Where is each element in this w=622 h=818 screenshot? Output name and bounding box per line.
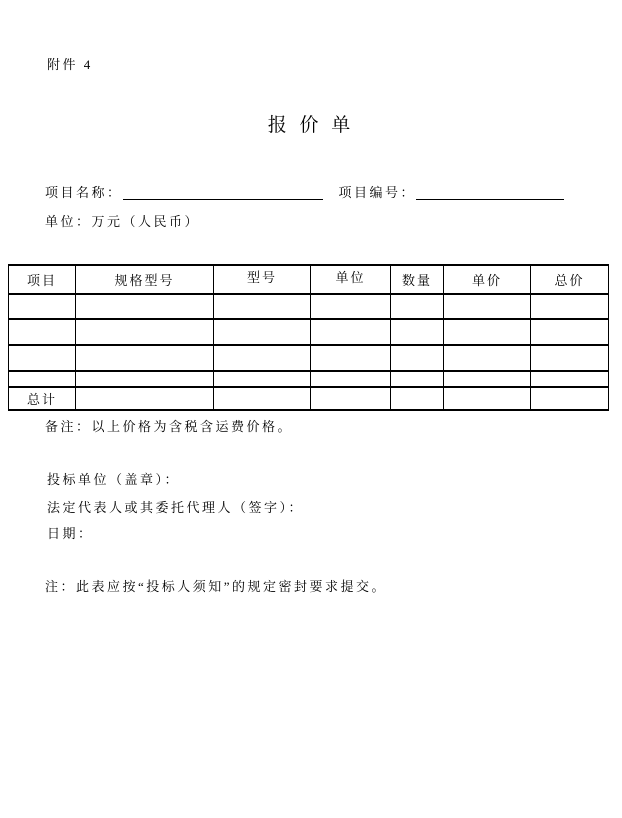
empty-cell bbox=[391, 294, 444, 319]
empty-cell bbox=[311, 294, 391, 319]
table-row bbox=[9, 294, 609, 319]
project-name-blank-field bbox=[123, 184, 323, 200]
empty-cell bbox=[76, 345, 214, 371]
empty-cell bbox=[9, 371, 76, 387]
project-fields-row bbox=[45, 184, 564, 201]
project-code-label: 项目编号： bbox=[338, 185, 417, 200]
empty-cell bbox=[444, 345, 531, 371]
project-code-blank-field bbox=[416, 184, 564, 200]
empty-cell bbox=[214, 294, 311, 319]
empty-cell bbox=[9, 345, 76, 371]
empty-cell bbox=[531, 319, 609, 345]
submission-note: 注：此表应按“投标人须知”的规定密封要求提交。 bbox=[45, 579, 388, 594]
empty-cell bbox=[311, 319, 391, 345]
empty-cell bbox=[214, 319, 311, 345]
table-row bbox=[9, 371, 609, 387]
col-header-quantity: 数量 bbox=[391, 265, 444, 294]
empty-cell bbox=[531, 371, 609, 387]
empty-cell bbox=[391, 319, 444, 345]
empty-cell bbox=[444, 294, 531, 319]
table-header-row bbox=[9, 265, 609, 294]
col-header-total-price: 总价 bbox=[531, 265, 609, 294]
currency-unit-label: 单位：万元（人民币） bbox=[45, 214, 201, 229]
empty-cell bbox=[531, 294, 609, 319]
empty-cell bbox=[9, 319, 76, 345]
empty-cell bbox=[76, 387, 214, 410]
empty-cell bbox=[214, 371, 311, 387]
page-title: 报 价 单 bbox=[267, 115, 355, 136]
empty-cell bbox=[444, 319, 531, 345]
empty-cell bbox=[444, 371, 531, 387]
empty-cell bbox=[214, 345, 311, 371]
empty-cell bbox=[214, 387, 311, 410]
price-note: 备注：以上价格为含税含运费价格。 bbox=[45, 419, 294, 434]
project-name-label: 项目名称： bbox=[45, 185, 123, 200]
col-header-specification: 规格型号 bbox=[76, 265, 214, 294]
attachment-label: 附件 4 bbox=[47, 57, 93, 72]
empty-cell bbox=[391, 345, 444, 371]
quotation-table bbox=[8, 264, 609, 411]
table-row bbox=[9, 319, 609, 345]
empty-cell bbox=[391, 387, 444, 410]
empty-cell bbox=[311, 345, 391, 371]
date-label: 日期： bbox=[47, 526, 94, 541]
bidder-seal-label: 投标单位（盖章）： bbox=[47, 472, 181, 487]
empty-cell bbox=[9, 294, 76, 319]
empty-cell bbox=[391, 371, 444, 387]
empty-cell bbox=[76, 371, 214, 387]
col-header-unit: 单位 bbox=[311, 265, 391, 294]
col-header-item: 项目 bbox=[9, 265, 76, 294]
total-label-cell: 总计 bbox=[9, 387, 76, 410]
table-row bbox=[9, 345, 609, 371]
representative-signature-label: 法定代表人或其委托代理人（签字）： bbox=[47, 500, 305, 515]
col-header-model: 型号 bbox=[214, 265, 311, 294]
empty-cell bbox=[311, 371, 391, 387]
empty-cell bbox=[311, 387, 391, 410]
empty-cell bbox=[444, 387, 531, 410]
empty-cell bbox=[76, 319, 214, 345]
empty-cell bbox=[76, 294, 214, 319]
empty-cell bbox=[531, 387, 609, 410]
col-header-unit-price: 单价 bbox=[444, 265, 531, 294]
empty-cell bbox=[531, 345, 609, 371]
table-total-row bbox=[9, 387, 609, 410]
